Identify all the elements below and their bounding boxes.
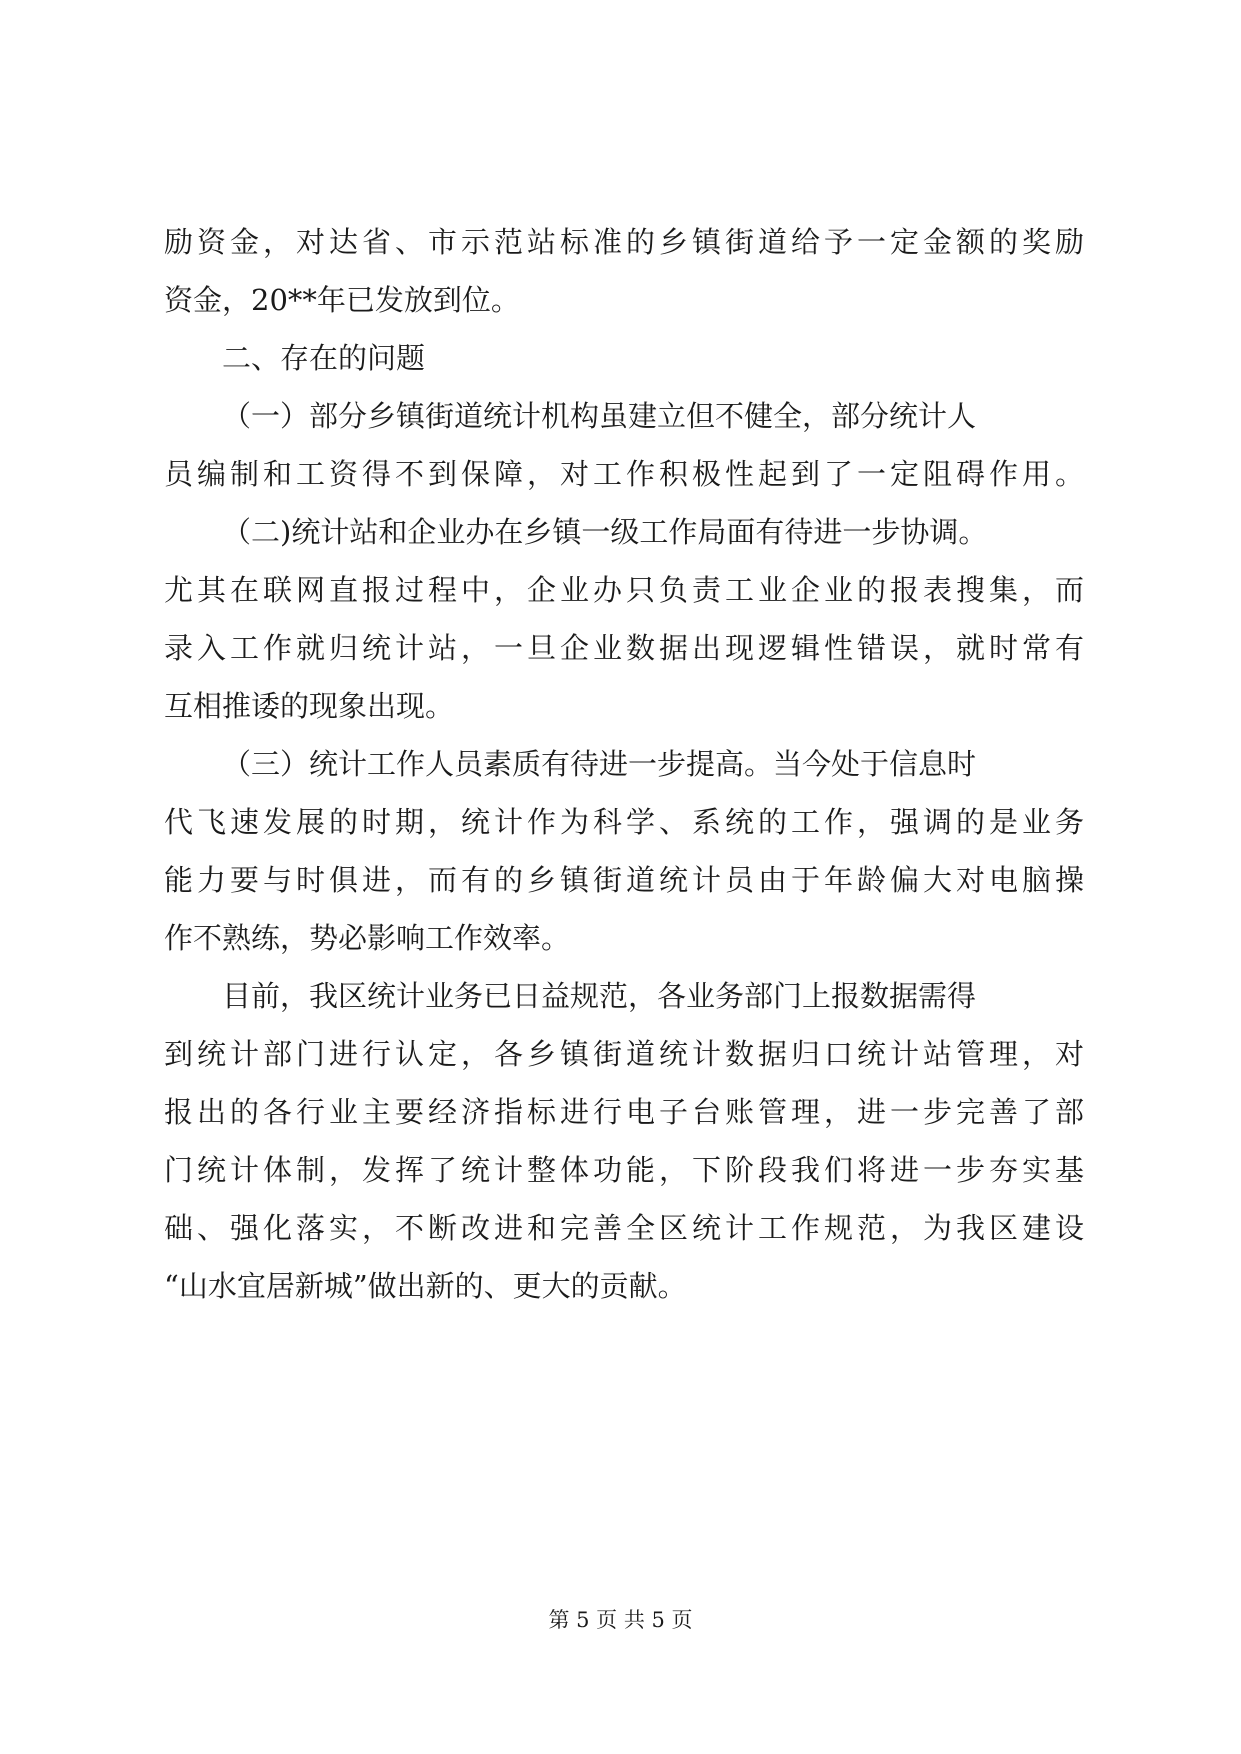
paragraph-line: 尤其在联网直报过程中，企业办只负责工业企业的报表搜集，而 bbox=[164, 573, 1084, 607]
page-number-footer: 第 5 页 共 5 页 bbox=[548, 1608, 693, 1632]
paragraph-line: 础、强化落实，不断改进和完善全区统计工作规范，为我区建设 bbox=[164, 1211, 1084, 1245]
paragraph-line: 能力要与时俱进，而有的乡镇街道统计员由于年龄偏大对电脑操 bbox=[164, 863, 1084, 897]
paragraph-line: （三）统计工作人员素质有待进一步提高。当今处于信息时 bbox=[222, 747, 977, 781]
paragraph-line: 互相推诿的现象出现。 bbox=[164, 689, 455, 723]
paragraph-line: 作不熟练，势必影响工作效率。 bbox=[164, 921, 571, 955]
paragraph-line: 资金，20**年已发放到位。 bbox=[164, 283, 520, 317]
paragraph-line: 到统计部门进行认定，各乡镇街道统计数据归口统计站管理，对 bbox=[164, 1037, 1084, 1071]
paragraph-line: 录入工作就归统计站，一旦企业数据出现逻辑性错误，就时常有 bbox=[164, 631, 1084, 665]
paragraph-line: 门统计体制，发挥了统计整体功能，下阶段我们将进一步夯实基 bbox=[164, 1153, 1084, 1187]
paragraph-line: 目前，我区统计业务已日益规范，各业务部门上报数据需得 bbox=[222, 979, 977, 1013]
paragraph-line: 报出的各行业主要经济指标进行电子台账管理，进一步完善了部 bbox=[164, 1095, 1084, 1129]
paragraph-line: 代飞速发展的时期，统计作为科学、系统的工作，强调的是业务 bbox=[164, 805, 1084, 839]
paragraph-line: （二)统计站和企业办在乡镇一级工作局面有待进一步协调。 bbox=[222, 515, 988, 549]
paragraph-line: （一）部分乡镇街道统计机构虽建立但不健全，部分统计人 bbox=[222, 399, 977, 433]
paragraph-line: “山水宜居新城”做出新的、更大的贡献。 bbox=[164, 1269, 687, 1303]
paragraph-line: 励资金，对达省、市示范站标准的乡镇街道给予一定金额的奖励 bbox=[164, 225, 1084, 259]
paragraph-line: 员编制和工资得不到保障，对工作积极性起到了一定阻碍作用。 bbox=[164, 457, 1084, 491]
section-heading: 二、存在的问题 bbox=[222, 341, 426, 375]
